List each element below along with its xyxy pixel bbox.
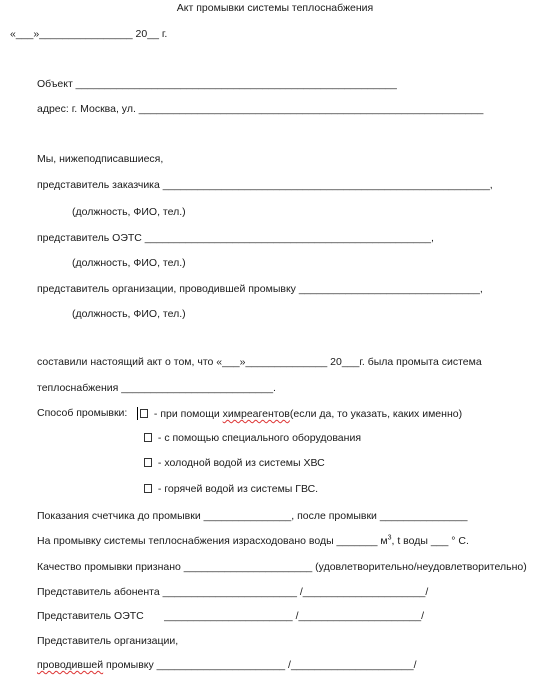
quality-line: Качество промывки признано ______________________ (удовлетворительно/неудовлетворительно)	[37, 561, 527, 573]
method-option-hot-water: - горячей водой из системы ГВС.	[144, 483, 318, 496]
oets-signature-line: Представитель ОЭТС ______________________ /_____________________/	[37, 610, 425, 622]
checkbox-icon	[144, 433, 152, 442]
method-option-cold-water: - холодной водой из системы ХВС	[144, 457, 325, 470]
text-cursor	[137, 407, 138, 420]
method-option-equipment: - с помощью специального оборудования	[144, 432, 361, 445]
object-line: Объект _______________________________________________________	[37, 78, 397, 90]
org-signature-caption: Представитель организации,	[37, 635, 179, 647]
address-line: адрес: г. Москва, ул. ___________________________________________________________	[37, 103, 484, 115]
method-option-chemical: - при помощи химреагентов(если да, то указать, каких именно)	[137, 407, 462, 421]
date-line: «___»________________ 20__ г.	[10, 28, 168, 40]
org-signature-line: проводившей промывку ______________________ /_____________________/	[37, 659, 417, 671]
subscriber-signature-line: Представитель абонента _______________________ /_____________________/	[37, 586, 429, 598]
spellcheck-word: химреагентов	[222, 408, 290, 420]
spellcheck-word: проводившей	[37, 659, 104, 671]
checkbox-icon	[144, 484, 152, 493]
act-statement-line-2: теплоснабжения __________________________.	[37, 382, 276, 394]
method-label: Способ промывки:	[37, 407, 128, 419]
act-statement-line-1: составили настоящий акт о том, что «___»______________ 20___г. была промыта система	[37, 356, 482, 368]
customer-rep-line: представитель заказчика ________________________________________________________,	[37, 179, 493, 191]
customer-rep-hint: (должность, ФИО, тел.)	[72, 206, 186, 218]
oets-rep-line: представитель ОЭТС _________________________________________________,	[37, 232, 434, 244]
checkbox-icon	[140, 409, 148, 418]
document-title: Акт промывки системы теплоснабжения	[176, 2, 374, 14]
meter-readings-line: Показания счетчика до промывки _______________, после промывки _______________	[37, 510, 468, 522]
signatories-intro: Мы, нижеподписавшиеся,	[37, 153, 164, 165]
org-rep-hint: (должность, ФИО, тел.)	[72, 308, 186, 320]
checkbox-icon	[144, 458, 152, 467]
org-rep-line: представитель организации, проводившей промывку _______________________________,	[37, 283, 483, 295]
oets-rep-hint: (должность, ФИО, тел.)	[72, 257, 186, 269]
water-consumption-line: На промывку системы теплоснабжения израсходовано воды _______ $м^3$, t воды ___ ° С.	[37, 534, 469, 547]
